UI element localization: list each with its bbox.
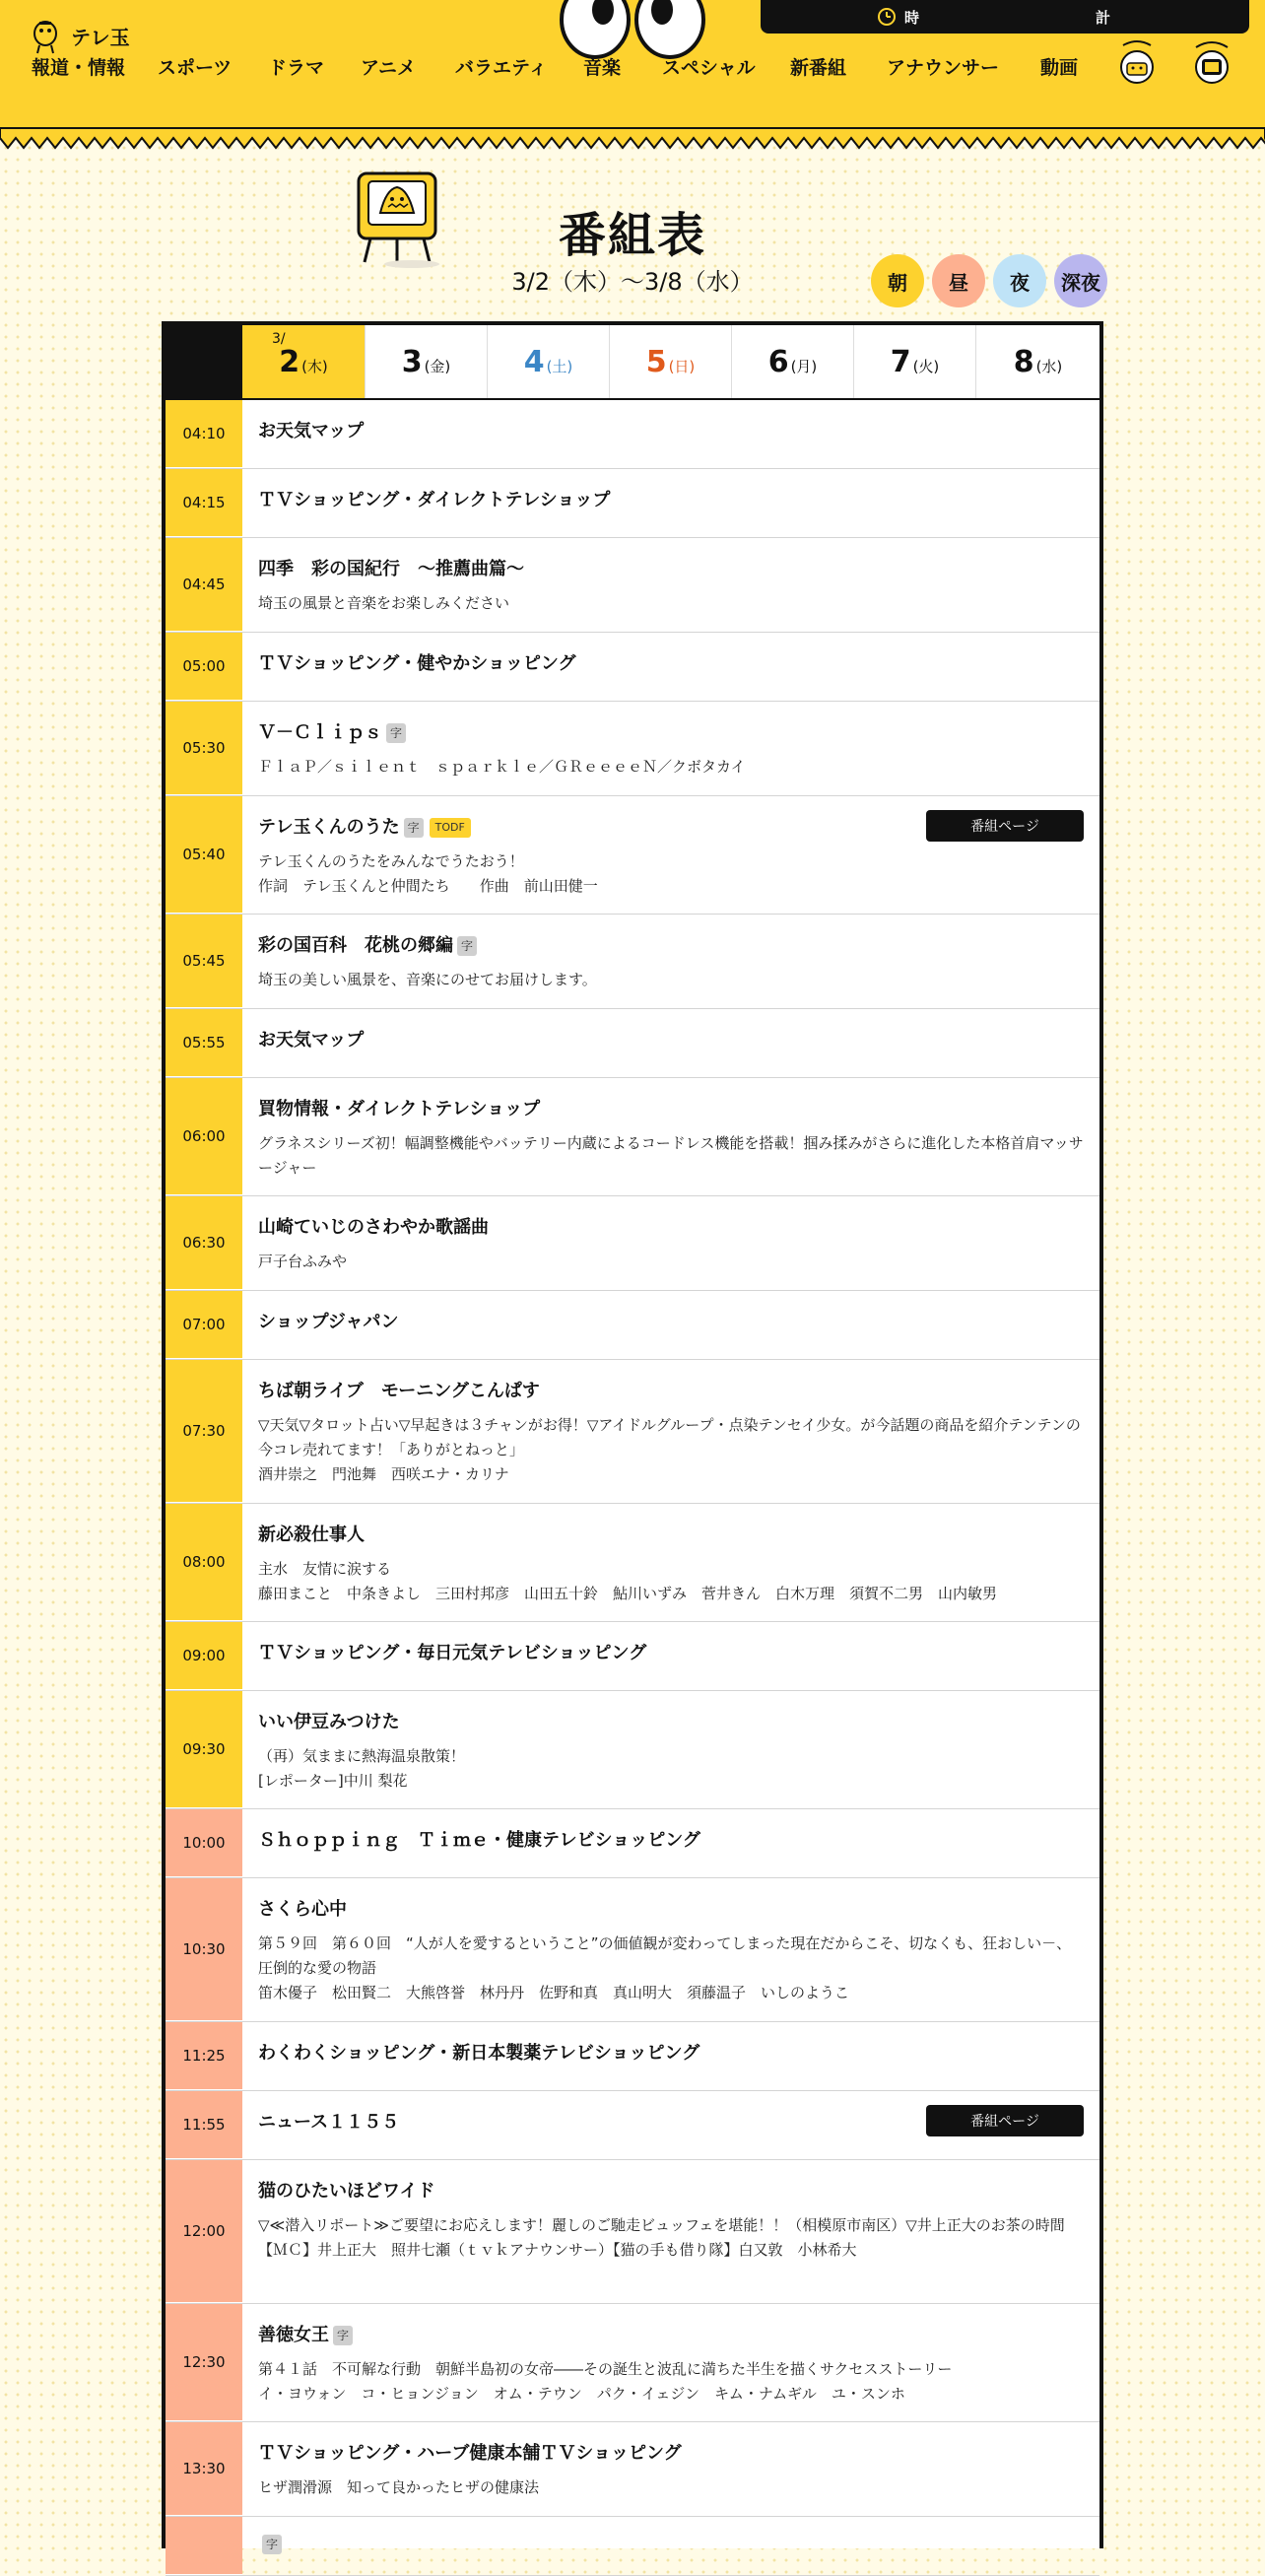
day-number: 2 [279, 344, 300, 379]
program-title[interactable]: 猫のひたいほどワイド [258, 2181, 435, 2202]
program-title-line [258, 1640, 1086, 1667]
description-line: ヒザ潤滑源 知って良かったヒザの健康法 [258, 2478, 540, 2496]
program-title[interactable]: Ｓｈｏｐｐｉｎｇ Ｔｉｍｅ・健康テレビショッピング [258, 1830, 700, 1851]
todf-badge: TODF [430, 818, 471, 838]
program-row [166, 469, 1099, 538]
program-row [166, 1078, 1099, 1196]
nav-anime[interactable]: アニメ [361, 57, 417, 79]
program-description [258, 1250, 1086, 1274]
tod-label: 夜 [1010, 270, 1030, 295]
program-row [166, 1504, 1099, 1622]
program-title-line [258, 2040, 1086, 2068]
schedule-table [162, 321, 1103, 2551]
day-weekday: (日) [668, 357, 696, 375]
program-time: 06:00 [166, 1078, 242, 1195]
day-weekday: (火) [912, 357, 940, 375]
day-number: 6 [767, 344, 789, 379]
tod-morning-button[interactable] [871, 254, 924, 307]
program-info [258, 2322, 1086, 2407]
day-weekday: (木) [301, 357, 328, 375]
program-time: 04:10 [166, 400, 242, 468]
day-tab-5[interactable] [609, 325, 731, 398]
program-time: 12:30 [166, 2304, 242, 2421]
day-tabs [166, 325, 1099, 400]
program-info [258, 650, 1086, 678]
program-title-line [258, 1378, 1086, 1405]
program-title[interactable]: Ｖ－Ｃｌｉｐｓ [258, 722, 382, 743]
nav-video[interactable]: 動画 [1040, 57, 1079, 79]
subtitle-badge: 字 [262, 2535, 282, 2554]
program-title-line [258, 1214, 1086, 1242]
clock-label: 時 [904, 9, 920, 27]
day-tab-4[interactable] [487, 325, 609, 398]
program-row [166, 1691, 1099, 1809]
description-line: 【ＭＣ】井上正大 照井七瀬（ｔｖｋアナウンサー）【猫の手も借り隊】白又敦 小林希大 [258, 2241, 857, 2259]
program-description [258, 849, 1086, 899]
day-tab-6[interactable] [731, 325, 853, 398]
program-title[interactable]: ＴＶショッピング・ハーブ健康本舗ＴＶショッピング [258, 2443, 682, 2464]
program-description [258, 1932, 1086, 2005]
program-title[interactable]: ＴＶショッピング・健やかショッピング [258, 653, 576, 674]
subtitle-badge: 字 [386, 723, 406, 743]
program-info [258, 1309, 1086, 1336]
program-time: 13:30 [166, 2422, 242, 2516]
description-line: （再）気ままに熱海温泉散策！ [258, 1747, 466, 1765]
program-row [166, 538, 1099, 633]
nav-sports[interactable]: スポーツ [158, 57, 233, 79]
page-title: 番組表 [558, 208, 706, 263]
program-info [258, 1096, 1086, 1181]
program-row [166, 2517, 1099, 2576]
program-info [258, 719, 1086, 780]
program-title-line [258, 1096, 1086, 1123]
day-number: 4 [523, 344, 545, 379]
day-month: 3/ [272, 331, 286, 347]
mascot-eyes-icon [558, 0, 707, 61]
program-info [258, 2440, 1086, 2500]
program-info [258, 418, 1086, 445]
program-row [166, 702, 1099, 796]
day-number: 3 [401, 344, 423, 379]
program-time: 05:30 [166, 702, 242, 795]
program-time: 07:30 [166, 1360, 242, 1503]
day-weekday: (月) [790, 357, 818, 375]
program-description [258, 968, 1086, 992]
description-line: 戸子台ふみや [258, 1253, 348, 1270]
program-description [258, 2357, 1086, 2407]
program-title[interactable]: さくら心中 [258, 1899, 347, 1920]
program-description [258, 755, 1086, 780]
program-title[interactable]: 彩の国百科 花桃の郷編 [258, 935, 453, 956]
description-line: 酒井崇之 門池舞 西咲エナ・カリナ [258, 1465, 509, 1483]
program-row [166, 915, 1099, 1009]
description-line: テレ玉くんのうたをみんなでうたおう！ [258, 852, 524, 870]
program-title-line [258, 556, 1086, 583]
program-title[interactable]: いい伊豆みつけた [258, 1712, 400, 1732]
header-zigzag-edge [0, 128, 1265, 150]
main-nav [0, 53, 1265, 85]
program-info [258, 1214, 1086, 1274]
tod-noon-button[interactable] [932, 254, 985, 307]
program-time: 11:55 [166, 2091, 242, 2159]
clock-icon [877, 7, 897, 27]
program-title-line [258, 1896, 1086, 1924]
program-title[interactable]: わくわくショッピング・新日本製薬テレビショッピング [258, 2043, 700, 2064]
program-title[interactable]: ＴＶショッピング・ダイレクトテレショップ [258, 490, 611, 510]
program-time [166, 2517, 242, 2575]
day-tab-3[interactable] [365, 325, 487, 398]
program-title-line [258, 2535, 1086, 2554]
tod-label: 深夜 [1061, 270, 1100, 295]
description-line: イ・ヨウォン コ・ヒョンジョン オム・テウン パク・イェジン キム・ナムギル ユ・スンホ [258, 2385, 905, 2403]
program-info [258, 1709, 1086, 1794]
description-line: ▽天気▽タロット占い▽早起きは３チャンがお得！▽アイドルグループ・点染テンセイ少女。が今話題の商品を紹介テンテンの今コレ売れてます！「ありがとねっと」 [258, 1416, 1081, 1458]
program-title[interactable]: 四季 彩の国紀行 ～推薦曲篇～ [258, 559, 524, 579]
description-line: 作詞 テレ玉くんと仲間たち 作曲 前山田健一 [258, 877, 598, 895]
program-time: 04:15 [166, 469, 242, 537]
description-line: 笛木優子 松田賢二 大熊啓誉 林丹丹 佐野和真 真山明大 須藤温子 いしのようこ [258, 1984, 850, 2001]
program-title-line [258, 2322, 1086, 2349]
program-title-line [258, 650, 1086, 678]
subtitle-badge: 字 [404, 818, 424, 838]
program-title[interactable]: 善徳女王 [258, 2325, 329, 2345]
description-line: 埼玉の風景と音楽をお楽しみください [258, 594, 510, 612]
program-time: 05:00 [166, 633, 242, 701]
program-info [258, 1378, 1086, 1487]
program-info [258, 932, 1086, 992]
program-row [166, 1291, 1099, 1360]
program-time: 04:45 [166, 538, 242, 632]
program-time: 08:00 [166, 1504, 242, 1621]
day-tab-2[interactable] [242, 325, 365, 398]
channel-guide-icon[interactable] [1190, 37, 1233, 87]
program-info [258, 1640, 1086, 1667]
description-line: グラネスシリーズ初！幅調整機能やバッテリー内蔵によるコードレス機能を搭載！掴み揉みがさらに進化した本格首肩マッサージャー [258, 1134, 1084, 1177]
program-description [258, 591, 1086, 616]
program-title[interactable]: お天気マップ [258, 421, 365, 441]
program-description [258, 1131, 1086, 1181]
program-description [258, 2475, 1086, 2500]
program-row [166, 2422, 1099, 2517]
program-time: 09:00 [166, 1622, 242, 1690]
program-title[interactable]: ちば朝ライブ モーニングこんぱす [258, 1381, 540, 1401]
program-title[interactable]: テレ玉くんのうた [258, 817, 400, 838]
program-title-line [258, 1709, 1086, 1736]
day-number: 8 [1013, 344, 1034, 379]
program-info [258, 556, 1086, 616]
program-title[interactable]: 買物情報・ダイレクトテレショップ [258, 1099, 541, 1119]
nav-news[interactable]: 報道・情報 [32, 57, 126, 79]
tod-label: 昼 [949, 270, 968, 295]
program-row [166, 1360, 1099, 1504]
program-title[interactable]: お天気マップ [258, 1030, 365, 1051]
program-time: 07:00 [166, 1291, 242, 1359]
program-info [258, 1522, 1086, 1606]
program-row [166, 1196, 1099, 1291]
description-line: 第４１話 不可解な行動 朝鮮半島初の女帝――その誕生と波乱に満ちた半生を描くサクセスストーリー [258, 2360, 953, 2378]
day-number: 5 [645, 344, 667, 379]
program-time: 06:30 [166, 1196, 242, 1290]
program-title-line [258, 1522, 1086, 1549]
day-weekday: (水) [1035, 357, 1063, 375]
day-tab-8[interactable] [975, 325, 1099, 398]
program-title-line [258, 2178, 1086, 2205]
program-title[interactable]: ＴＶショッピング・毎日元気テレビショッピング [258, 1643, 647, 1663]
nav-variety[interactable]: バラエティ [455, 57, 548, 79]
program-row [166, 1622, 1099, 1691]
program-row [166, 400, 1099, 469]
program-row [166, 1009, 1099, 1078]
program-row [166, 2160, 1099, 2304]
tod-late-night-button[interactable] [1054, 254, 1107, 307]
program-description [258, 1557, 1086, 1606]
program-title-line [258, 1309, 1086, 1336]
program-title-line [258, 2440, 1086, 2468]
description-line: 藤田まこと 中条きよし 三田村邦彦 山田五十鈴 鮎川いずみ 菅井きん 白木万理 須賀不二男 山内敏男 [258, 1585, 998, 1602]
program-title[interactable]: ショップジャパン [258, 1312, 399, 1332]
program-info [258, 2178, 1086, 2263]
description-line: [レポーター]中川 梨花 [258, 1772, 408, 1790]
program-info [258, 1827, 1086, 1855]
program-title-line [258, 487, 1086, 514]
program-row [166, 2091, 1099, 2160]
program-time: 05:45 [166, 915, 242, 1008]
tod-label: 朝 [888, 270, 907, 295]
nav-new-programs[interactable]: 新番組 [790, 57, 847, 79]
program-time: 10:30 [166, 1878, 242, 2021]
program-row [166, 1878, 1099, 2022]
description-line: 主水 友情に涙する [258, 1560, 392, 1578]
nav-music[interactable]: 音楽 [583, 57, 622, 79]
program-row [166, 796, 1099, 915]
program-time: 12:00 [166, 2160, 242, 2303]
program-title[interactable]: 新必殺仕事人 [258, 1525, 365, 1545]
program-row [166, 2022, 1099, 2091]
program-time: 05:55 [166, 1009, 242, 1077]
logo-text[interactable]: テレ玉 [71, 26, 130, 49]
program-title-line [258, 1827, 1086, 1855]
program-title-line [258, 418, 1086, 445]
teletama-kun-icon[interactable] [1115, 37, 1159, 87]
program-description [258, 2213, 1086, 2263]
program-title[interactable]: ニュース１１５５ [258, 2112, 400, 2133]
program-row [166, 633, 1099, 702]
program-info [258, 2535, 1086, 2554]
program-title-line [258, 932, 1086, 960]
clock-label-end: 計 [1096, 9, 1111, 27]
program-info [258, 1027, 1086, 1054]
nav-announcer[interactable]: アナウンサー [887, 57, 1000, 79]
day-weekday: (金) [424, 357, 451, 375]
site-header [0, 0, 1265, 138]
description-line: 第５９回 第６０回 “人が人を愛するということ”の価値観が変わってしまった現在だからこそ、切なくも、狂おしい－、圧倒的な愛の物語 [258, 1934, 1072, 1977]
nav-drama[interactable]: ドラマ [268, 57, 325, 79]
program-description [258, 1744, 1086, 1794]
clock-bar [761, 0, 1249, 34]
program-page-button[interactable]: 番組ページ [926, 810, 1084, 842]
subtitle-badge: 字 [457, 936, 477, 956]
tod-evening-button[interactable] [993, 254, 1046, 307]
description-line: ▽≪潜入リポート≫ご要望にお応えします！麗しのご馳走ビュッフェを堪能！！（相模原市南区）▽井上正大のお茶の時間 [258, 2216, 1065, 2234]
program-info [258, 487, 1086, 514]
program-row [166, 1809, 1099, 1878]
date-range: 3/2（木）〜3/8（水） [511, 268, 754, 296]
description-line: 埼玉の美しい風景を、音楽にのせてお届けします。 [258, 971, 597, 988]
program-title[interactable]: 山崎ていじのさわやか歌謡曲 [258, 1217, 489, 1238]
day-weekday: (土) [546, 357, 573, 375]
subtitle-badge: 字 [333, 2326, 353, 2345]
program-time: 11:25 [166, 2022, 242, 2090]
program-row [166, 2304, 1099, 2422]
program-info [258, 2040, 1086, 2068]
program-time: 09:30 [166, 1691, 242, 1808]
day-tab-7[interactable] [853, 325, 975, 398]
program-time: 05:40 [166, 796, 242, 914]
program-title-line [258, 1027, 1086, 1054]
program-info [258, 1896, 1086, 2005]
program-time: 10:00 [166, 1809, 242, 1877]
program-title-line [258, 719, 1086, 747]
program-page-button[interactable]: 番組ページ [926, 2105, 1084, 2136]
program-description [258, 1413, 1086, 1487]
day-number: 7 [890, 344, 911, 379]
nav-special[interactable]: スペシャル [662, 57, 756, 79]
corner-cell [166, 325, 242, 398]
description-line: ＦｌａＰ／ｓｉｌｅｎｔ ｓｐａｒｋｌｅ／ＧＲｅｅｅｅＮ／クボタカイ [258, 758, 746, 776]
